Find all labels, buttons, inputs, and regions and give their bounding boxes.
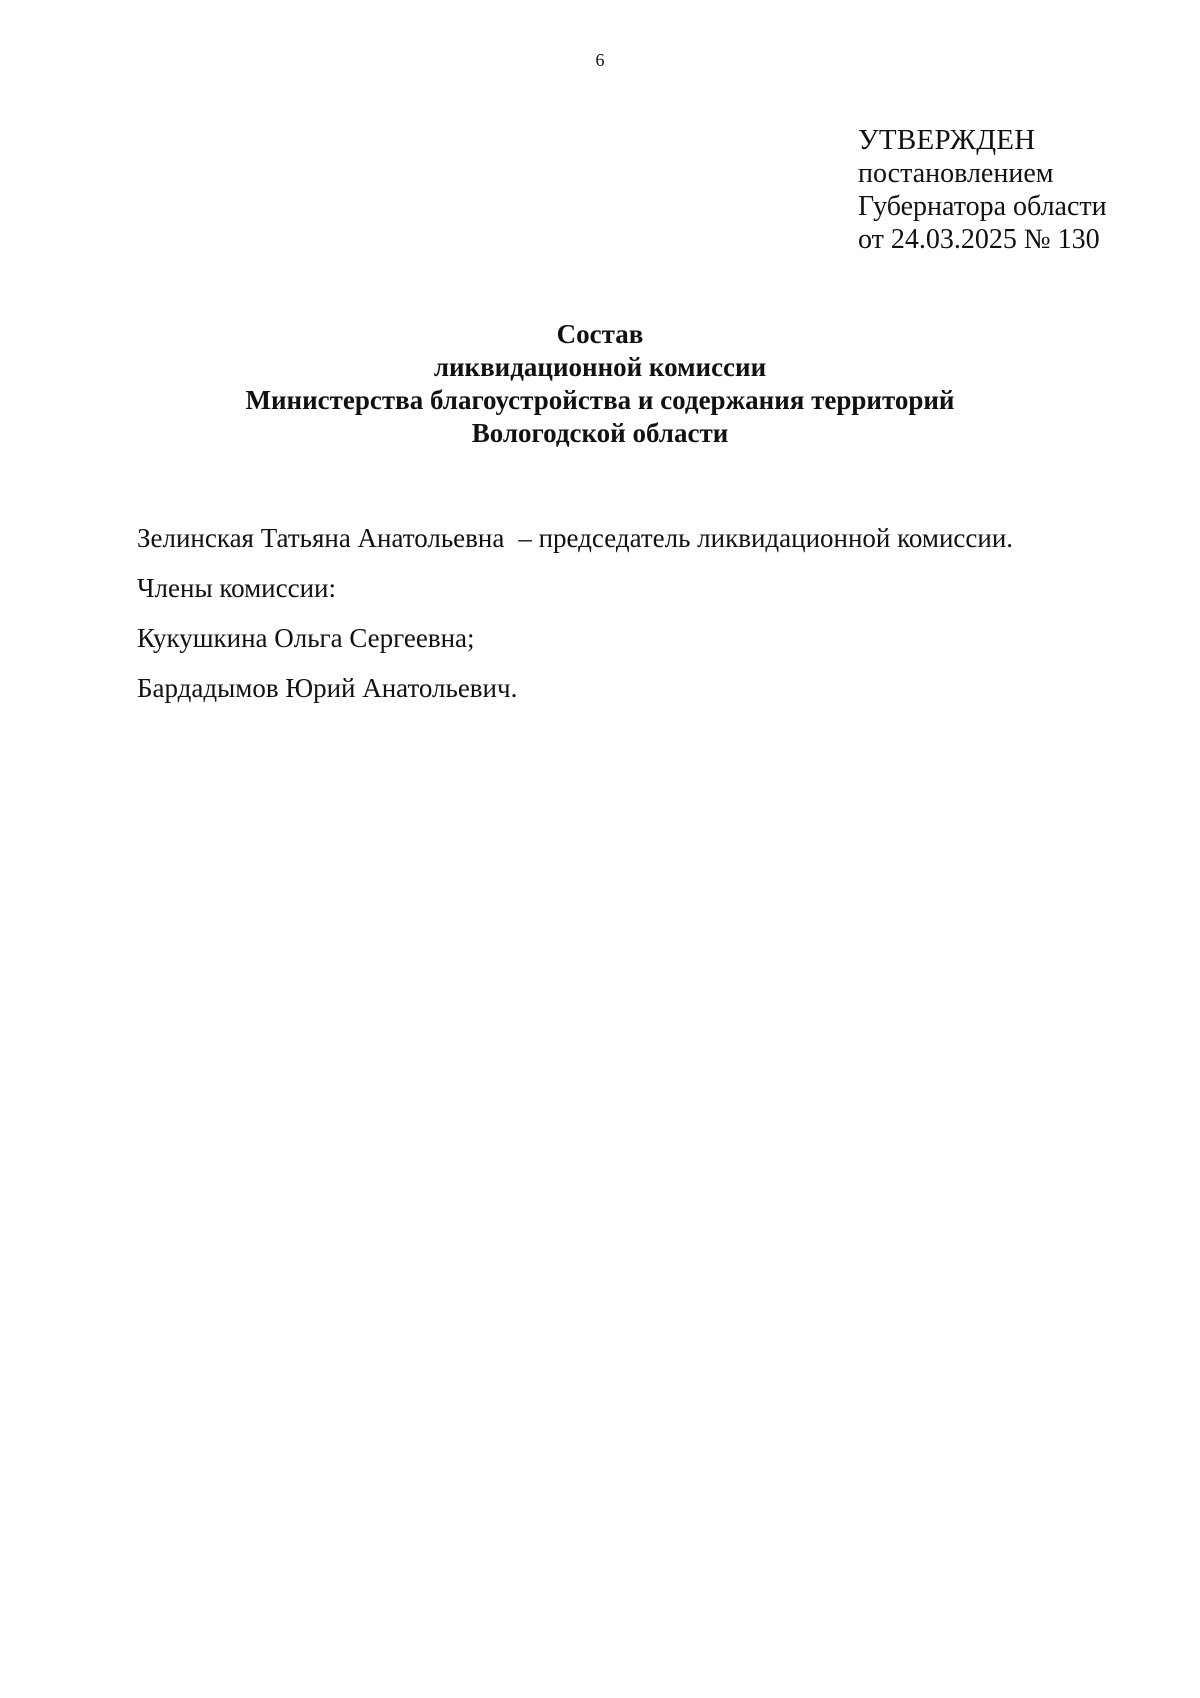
page-number: 6 [595, 50, 605, 70]
approval-line-resolution: постановлением [858, 158, 1054, 189]
chair-name: Зелинская Татьяна Анатольевна [137, 523, 505, 553]
approval-line-date-number: от 24.03.2025 № 130 [858, 224, 1100, 255]
chair-entry [137, 518, 1013, 568]
document-title [0, 318, 1200, 450]
title-line-2: ликвидационной комиссии [433, 352, 767, 382]
approval-line-governor: Губернатора области [858, 191, 1107, 222]
member-entry-1: Кукушкина Ольга Сергеевна; [137, 623, 475, 653]
member-entry-2: Бардадымов Юрий Анатольевич. [137, 673, 518, 703]
title-line-4: Вологодской области [471, 418, 729, 448]
approval-heading: УТВЕРЖДЕН [858, 124, 1036, 156]
chair-role: – председатель ликвидационной комиссии. [518, 523, 1014, 553]
approval-block [858, 124, 1107, 256]
title-line-3: Министерства благоустройства и содержания территорий [245, 385, 955, 415]
members-label: Члены комиссии: [137, 573, 336, 603]
commission-members [137, 518, 1013, 718]
title-line-1: Состав [556, 319, 644, 349]
